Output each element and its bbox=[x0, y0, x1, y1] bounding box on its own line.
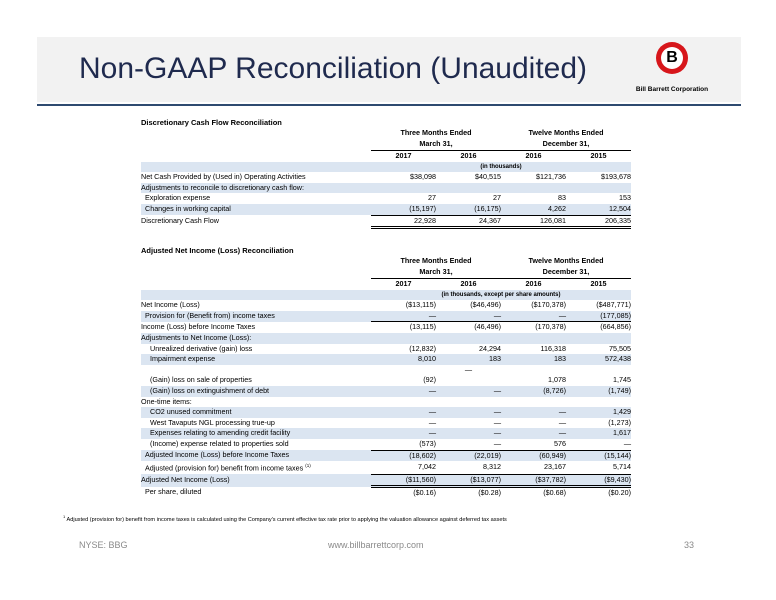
ani-cell: (12,832) bbox=[409, 343, 436, 353]
ani-cell bbox=[501, 333, 566, 344]
ani-cell: — bbox=[464, 364, 473, 374]
ani-row-label-text: Adjustments to Net Income (Loss): bbox=[141, 332, 252, 342]
dcf-cell bbox=[371, 183, 436, 194]
company-logo bbox=[632, 42, 712, 93]
ani-row bbox=[141, 375, 631, 386]
ani-cell: 576 bbox=[501, 439, 566, 450]
ani-row bbox=[141, 418, 631, 429]
ani-cell bbox=[436, 375, 501, 386]
ani-cell: — bbox=[371, 407, 436, 418]
ani-row-footnote-marker: (1) bbox=[305, 463, 311, 469]
footer-ticker: NYSE: BBG bbox=[79, 540, 128, 550]
ani-year-row bbox=[141, 279, 631, 290]
dcf-cell: 27 bbox=[493, 193, 501, 203]
ani-row-label bbox=[141, 428, 371, 439]
ani-cell: — bbox=[558, 417, 566, 427]
dcf-cell: 22,928 bbox=[371, 215, 436, 228]
ani-cell: — bbox=[436, 428, 501, 439]
ani-cell: — bbox=[371, 311, 436, 322]
footer-page-number: 33 bbox=[684, 540, 695, 550]
ani-row-label-text: Expenses relating to amending credit facility bbox=[150, 428, 291, 438]
ani-cell: — bbox=[501, 407, 566, 418]
dcf-year: 2017 bbox=[371, 151, 436, 162]
ani-row-label bbox=[141, 461, 371, 474]
ani-cell: ($0.68) bbox=[543, 488, 566, 498]
ani-row bbox=[141, 386, 631, 397]
ani-cell: 183 bbox=[501, 354, 566, 365]
ani-cell bbox=[436, 333, 501, 344]
ani-cell: 8,312 bbox=[436, 461, 501, 474]
ani-cell: 183 bbox=[436, 354, 501, 365]
dcf-row-label bbox=[141, 172, 371, 183]
ani-year: 2015 bbox=[566, 279, 631, 290]
dcf-cell: 126,081 bbox=[501, 215, 566, 228]
page-title: Non-GAAP Reconciliation (Unaudited) bbox=[79, 52, 588, 85]
ani-section bbox=[141, 246, 631, 499]
ani-row-label bbox=[141, 375, 371, 386]
logo-letter: B bbox=[666, 49, 678, 66]
dcf-group1-label: Three Months Ended bbox=[400, 128, 472, 137]
ani-row-label bbox=[141, 386, 371, 397]
ani-cell bbox=[371, 365, 436, 376]
ani-units-row bbox=[141, 290, 631, 301]
dcf-cell: 83 bbox=[558, 193, 566, 203]
dcf-units: (in thousands) bbox=[371, 162, 631, 173]
dcf-cell: (15,197) bbox=[371, 204, 436, 215]
dcf-title: Discretionary Cash Flow Reconciliation bbox=[141, 118, 282, 127]
ani-cell: (573) bbox=[371, 439, 436, 450]
ani-row-label bbox=[141, 365, 371, 376]
dcf-year: 2015 bbox=[566, 151, 631, 162]
ani-cell: ($13,115) bbox=[405, 300, 436, 310]
ani-cell: (1,749) bbox=[566, 386, 631, 397]
dcf-row-label-text: Exploration expense bbox=[145, 193, 211, 203]
ani-cell: (15,144) bbox=[566, 450, 631, 461]
ani-row-label-text: CO2 unused commitment bbox=[150, 407, 232, 417]
ani-cell: ($11,560) bbox=[371, 474, 436, 487]
ani-row-label-text: Provision for (Benefit from) income taxes bbox=[145, 311, 275, 321]
dcf-row bbox=[141, 193, 631, 204]
ani-row-label-text: West Tavaputs NGL processing true-up bbox=[150, 417, 275, 427]
ani-cell: 24,294 bbox=[479, 343, 501, 353]
ani-row bbox=[141, 474, 631, 487]
ani-row bbox=[141, 300, 631, 311]
ani-row bbox=[141, 428, 631, 439]
dcf-year: 2016 bbox=[501, 151, 566, 162]
ani-group2-label: Twelve Months Ended bbox=[528, 256, 604, 265]
ani-row-label bbox=[141, 487, 371, 499]
ani-cell: — bbox=[428, 417, 436, 427]
ani-units: (in thousands, except per share amounts) bbox=[371, 290, 631, 301]
ani-group1-sub: March 31, bbox=[419, 267, 453, 276]
ani-row-label bbox=[141, 354, 371, 365]
ani-row-label-text: Net Income (Loss) bbox=[141, 300, 200, 310]
dcf-cell: 24,367 bbox=[436, 215, 501, 228]
ani-row-label-text: Adjusted (provision for) benefit from income taxes bbox=[145, 463, 304, 473]
ani-cell: — bbox=[436, 386, 501, 397]
dcf-table bbox=[141, 150, 631, 229]
ani-table bbox=[141, 278, 631, 499]
dcf-units-row bbox=[141, 162, 631, 173]
footer-website: www.billbarrettcorp.com bbox=[328, 540, 424, 550]
ani-row bbox=[141, 365, 631, 376]
ani-cell: ($0.16) bbox=[413, 488, 436, 498]
ani-cell: — bbox=[501, 311, 566, 322]
ani-row bbox=[141, 311, 631, 322]
ani-row-label-text: Unrealized derivative (gain) loss bbox=[150, 343, 253, 353]
ani-cell bbox=[436, 397, 501, 408]
ani-cell: 7,042 bbox=[371, 461, 436, 474]
footnote-text: Adjusted (provision for) benefit from income taxes is calculated using the Company's current effective tax rate prior to applying the valuation allowance against deferred tax assets bbox=[66, 516, 507, 523]
ani-row bbox=[141, 344, 631, 355]
ani-row-label-text: (Income) expense related to properties sold bbox=[150, 439, 289, 449]
ani-row-label bbox=[141, 418, 371, 429]
dcf-row-label bbox=[141, 204, 371, 215]
ani-row-label-text: Adjusted Net Income (Loss) bbox=[141, 475, 230, 485]
dcf-cell: (16,175) bbox=[436, 204, 501, 215]
ani-year: 2016 bbox=[501, 279, 566, 290]
ani-cell bbox=[566, 365, 631, 376]
dcf-cell bbox=[436, 183, 501, 194]
ani-row-label bbox=[141, 322, 371, 333]
ani-row-label bbox=[141, 450, 371, 461]
dcf-group2-label: Twelve Months Ended bbox=[528, 128, 604, 137]
ani-cell: 1,429 bbox=[566, 407, 631, 418]
ani-cell: (92) bbox=[423, 375, 436, 385]
ani-group-subheader bbox=[141, 267, 631, 278]
dcf-cell: $121,736 bbox=[536, 172, 566, 182]
ani-cell: (177,085) bbox=[566, 311, 631, 322]
company-name: Bill Barrett Corporation bbox=[635, 86, 709, 93]
ani-cell bbox=[501, 365, 566, 376]
dcf-group1-sub: March 31, bbox=[419, 139, 453, 148]
dcf-cell: 27 bbox=[428, 193, 436, 203]
ani-cell: 1,617 bbox=[566, 428, 631, 439]
dcf-row bbox=[141, 204, 631, 215]
dcf-cell: 4,262 bbox=[501, 204, 566, 215]
ani-row-label bbox=[141, 407, 371, 418]
ani-row-label-text: Adjusted Income (Loss) before Income Taxes bbox=[145, 450, 290, 460]
dcf-row-label bbox=[141, 215, 371, 228]
ani-cell: (18,602) bbox=[371, 450, 436, 461]
ani-row-label-text: (Gain) loss on extinguishment of debt bbox=[150, 385, 270, 395]
ani-cell: — bbox=[436, 311, 501, 322]
ani-row-label-text: Per share, diluted bbox=[145, 487, 202, 497]
ani-cell: 75,505 bbox=[609, 343, 631, 353]
dcf-cell bbox=[501, 183, 566, 194]
ani-cell: — bbox=[371, 428, 436, 439]
dcf-cell bbox=[566, 183, 631, 194]
ani-row-label-text: Impairment expense bbox=[150, 354, 216, 364]
dcf-row bbox=[141, 215, 631, 228]
ani-cell bbox=[371, 333, 436, 344]
dcf-group-subheader bbox=[141, 139, 631, 150]
ani-row bbox=[141, 354, 631, 365]
ani-cell: — bbox=[436, 407, 501, 418]
logo-circle-icon bbox=[656, 42, 688, 74]
ani-row bbox=[141, 407, 631, 418]
dcf-row bbox=[141, 183, 631, 194]
ani-cell: ($0.20) bbox=[608, 488, 631, 498]
ani-cell: ($37,782) bbox=[501, 474, 566, 487]
dcf-cell: $38,098 bbox=[410, 172, 436, 182]
ani-cell: (13,115) bbox=[409, 322, 436, 332]
ani-cell: 5,714 bbox=[566, 461, 631, 474]
ani-row-label bbox=[141, 439, 371, 450]
ani-row bbox=[141, 439, 631, 450]
ani-row-label bbox=[141, 300, 371, 311]
dcf-row-label bbox=[141, 183, 371, 194]
ani-row bbox=[141, 450, 631, 461]
dcf-cell: 206,335 bbox=[566, 215, 631, 228]
footnote-marker: 1 bbox=[63, 514, 66, 519]
ani-cell: (8,726) bbox=[501, 386, 566, 397]
ani-cell: ($9,430) bbox=[566, 474, 631, 487]
ani-cell: ($0.28) bbox=[478, 488, 501, 498]
ani-cell: 1,745 bbox=[613, 375, 631, 385]
ani-cell: 8,010 bbox=[371, 354, 436, 365]
ani-cell: 1,078 bbox=[548, 375, 566, 385]
dcf-row-label bbox=[141, 193, 371, 204]
ani-row-label bbox=[141, 344, 371, 355]
ani-group-header bbox=[141, 256, 631, 267]
dcf-row-label-text: Net Cash Provided by (Used in) Operating Activities bbox=[141, 172, 306, 182]
ani-row-label-text: (Gain) loss on sale of properties bbox=[150, 375, 252, 385]
dcf-cell: $40,515 bbox=[475, 172, 501, 182]
ani-cell bbox=[566, 333, 631, 344]
ani-row-label-text: Income (Loss) before Income Taxes bbox=[141, 322, 256, 332]
footnote bbox=[63, 514, 507, 523]
ani-row bbox=[141, 487, 631, 499]
ani-group2-sub: December 31, bbox=[542, 267, 590, 276]
ani-cell bbox=[501, 397, 566, 408]
ani-cell: 572,438 bbox=[566, 354, 631, 365]
ani-row bbox=[141, 461, 631, 474]
title-divider bbox=[37, 104, 741, 106]
ani-cell: 116,318 bbox=[540, 343, 566, 353]
ani-row bbox=[141, 322, 631, 333]
dcf-year-row bbox=[141, 151, 631, 162]
ani-cell: (60,949) bbox=[501, 450, 566, 461]
ani-year: 2017 bbox=[371, 279, 436, 290]
ani-cell: — bbox=[493, 417, 501, 427]
ani-row bbox=[141, 333, 631, 344]
dcf-year: 2016 bbox=[436, 151, 501, 162]
ani-row-label bbox=[141, 333, 371, 344]
dcf-row-label-text: Discretionary Cash Flow bbox=[141, 216, 219, 226]
ani-cell: — bbox=[371, 386, 436, 397]
ani-cell: — bbox=[436, 439, 501, 450]
ani-row bbox=[141, 397, 631, 408]
dcf-group-header bbox=[141, 128, 631, 139]
dcf-cell: 153 bbox=[619, 193, 631, 203]
dcf-cell: 12,504 bbox=[566, 204, 631, 215]
dcf-row bbox=[141, 172, 631, 183]
ani-cell: 23,167 bbox=[501, 461, 566, 474]
ani-cell bbox=[566, 397, 631, 408]
ani-cell: (46,496) bbox=[474, 322, 501, 332]
ani-cell: ($46,496) bbox=[470, 300, 501, 310]
ani-row-label bbox=[141, 474, 371, 487]
ani-row-label bbox=[141, 397, 371, 408]
dcf-row-label-text: Changes in working capital bbox=[145, 204, 231, 214]
ani-group1-label: Three Months Ended bbox=[400, 256, 472, 265]
dcf-cell: $193,678 bbox=[601, 172, 631, 182]
ani-cell: (170,378) bbox=[535, 322, 566, 332]
dcf-section bbox=[141, 118, 631, 229]
ani-row-label bbox=[141, 311, 371, 322]
dcf-row-label-text: Adjustments to reconcile to discretionary cash flow: bbox=[141, 182, 304, 192]
ani-cell: (1,273) bbox=[608, 417, 631, 427]
ani-cell: ($170,378) bbox=[531, 300, 566, 310]
ani-row-label-text: One-time items: bbox=[141, 396, 192, 406]
ani-cell: — bbox=[501, 428, 566, 439]
ani-cell bbox=[371, 397, 436, 408]
dcf-group2-sub: December 31, bbox=[542, 139, 590, 148]
ani-cell: (22,019) bbox=[436, 450, 501, 461]
ani-cell: ($13,077) bbox=[436, 474, 501, 487]
ani-year: 2016 bbox=[436, 279, 501, 290]
ani-cell: — bbox=[566, 439, 631, 450]
ani-cell: ($487,771) bbox=[596, 300, 631, 310]
ani-title: Adjusted Net Income (Loss) Reconciliation bbox=[141, 246, 294, 255]
ani-cell: (664,856) bbox=[600, 322, 631, 332]
